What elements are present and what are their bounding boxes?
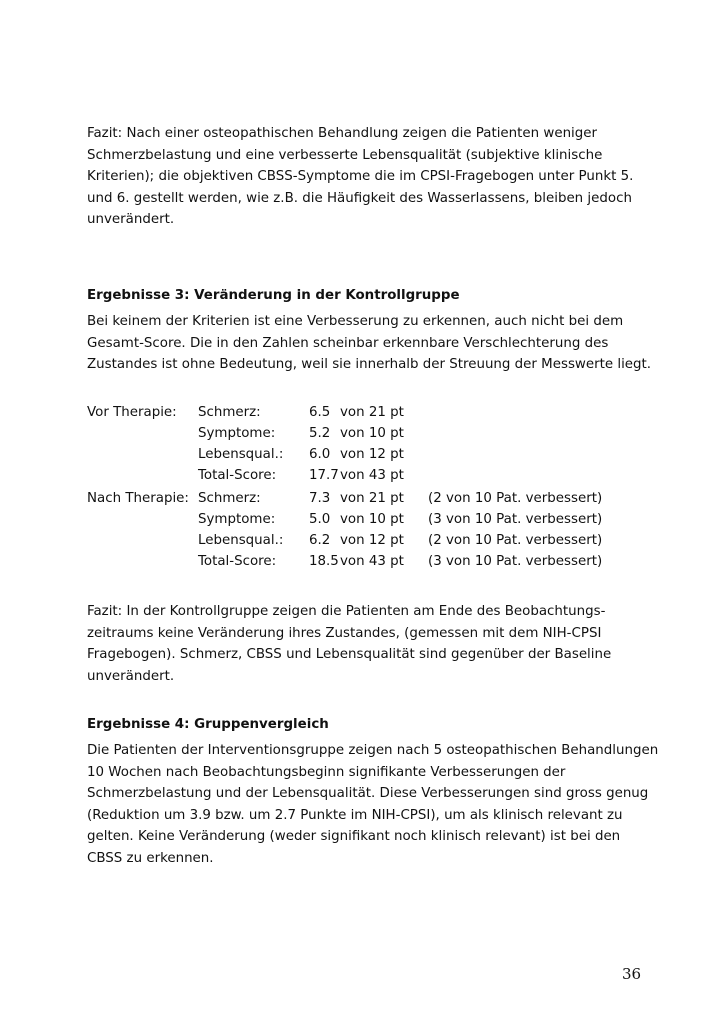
criterion-max: von 21 pt <box>340 491 404 506</box>
criterion-value: 18.5 <box>309 554 339 569</box>
criterion-max: von 12 pt <box>340 447 404 462</box>
text-line: zeitraums keine Veränderung ihres Zustandes, (gemessen mit dem NIH-CPSI <box>87 625 602 641</box>
improvement-note: (3 von 10 Pat. verbessert) <box>428 554 603 569</box>
criterion-max: von 43 pt <box>340 554 404 569</box>
criterion-label: Schmerz: <box>198 405 261 420</box>
section-3-paragraph <box>87 311 652 376</box>
fazit-paragraph-2 <box>87 601 652 687</box>
criterion-max: von 21 pt <box>340 405 404 420</box>
text-line: Gesamt-Score. Die in den Zahlen scheinbar erkennbare Verschlechterung des <box>87 335 609 351</box>
criterion-value: 5.0 <box>309 512 331 527</box>
text-line: CBSS zu erkennen. <box>87 850 214 866</box>
text-line: (Reduktion um 3.9 bzw. um 2.7 Punkte im NIH-CPSI), um als klinisch relevant zu <box>87 807 623 823</box>
criterion-value: 6.0 <box>309 447 331 462</box>
text-line: Fazit: In der Kontrollgruppe zeigen die Patienten am Ende des Beobachtungs- <box>87 604 606 619</box>
criterion-max: von 10 pt <box>340 426 404 441</box>
criterion-label: Total-Score: <box>198 554 277 569</box>
text-line: Bei keinem der Kriterien ist eine Verbesserung zu erkennen, auch nicht bei dem <box>87 314 624 329</box>
criterion-label: Symptome: <box>198 512 276 527</box>
text-line: Fragebogen). Schmerz, CBSS und Lebensqualität sind gegenüber der Baseline <box>87 647 612 662</box>
text-line: unverändert. <box>87 212 175 227</box>
criterion-value: 7.3 <box>309 491 331 506</box>
criterion-label: Lebensqual.: <box>198 533 284 548</box>
criterion-max: von 12 pt <box>340 533 404 548</box>
text-line: Zustandes ist ohne Bedeutung, weil sie innerhalb der Streuung der Messwerte liegt. <box>87 357 652 372</box>
criterion-label: Symptome: <box>198 426 276 441</box>
improvement-note: (2 von 10 Pat. verbessert) <box>428 533 603 548</box>
page-number: 36 <box>622 965 642 983</box>
phase-label: Nach Therapie: <box>87 491 189 506</box>
phase-label: Vor Therapie: <box>87 405 177 420</box>
criterion-value: 17.7 <box>309 468 339 483</box>
text-line: 10 Wochen nach Beobachtungsbeginn signifikante Verbesserungen der <box>87 764 566 780</box>
text-line: Schmerzbelastung und eine verbesserte Lebensqualität (subjektive klinische <box>87 147 603 163</box>
text-line: Kriterien); die objektiven CBSS-Symptome die im CPSI-Fragebogen unter Punkt 5. <box>87 169 634 184</box>
section-4-heading: Ergebnisse 4: Gruppenvergleich <box>87 717 329 732</box>
text-line: Die Patienten der Interventionsgruppe zeigen nach 5 osteopathischen Behandlungen <box>87 743 659 758</box>
criterion-label: Total-Score: <box>198 468 277 483</box>
criterion-max: von 10 pt <box>340 512 404 527</box>
text-line: Schmerzbelastung und der Lebensqualität. Diese Verbesserungen sind gross genug <box>87 786 649 801</box>
text-line: gelten. Keine Veränderung (weder signifikant noch klinisch relevant) ist bei den <box>87 829 621 844</box>
text-line: unverändert. <box>87 668 175 684</box>
text-line: Fazit: Nach einer osteopathischen Behandlung zeigen die Patienten weniger <box>87 126 598 141</box>
criterion-label: Schmerz: <box>198 491 261 506</box>
criterion-value: 6.5 <box>309 405 331 420</box>
criterion-value: 5.2 <box>309 426 331 441</box>
criterion-max: von 43 pt <box>340 468 404 483</box>
section-3-heading: Ergebnisse 3: Veränderung in der Kontrollgruppe <box>87 288 460 303</box>
criterion-value: 6.2 <box>309 533 331 548</box>
text-line: und 6. gestellt werden, wie z.B. die Häufigkeit des Wasserlassens, bleiben jedoch <box>87 190 632 206</box>
fazit-paragraph-1 <box>87 123 652 231</box>
criterion-label: Lebensqual.: <box>198 447 284 462</box>
section-4-paragraph <box>87 740 659 869</box>
improvement-note: (3 von 10 Pat. verbessert) <box>428 512 603 527</box>
improvement-note: (2 von 10 Pat. verbessert) <box>428 491 603 506</box>
